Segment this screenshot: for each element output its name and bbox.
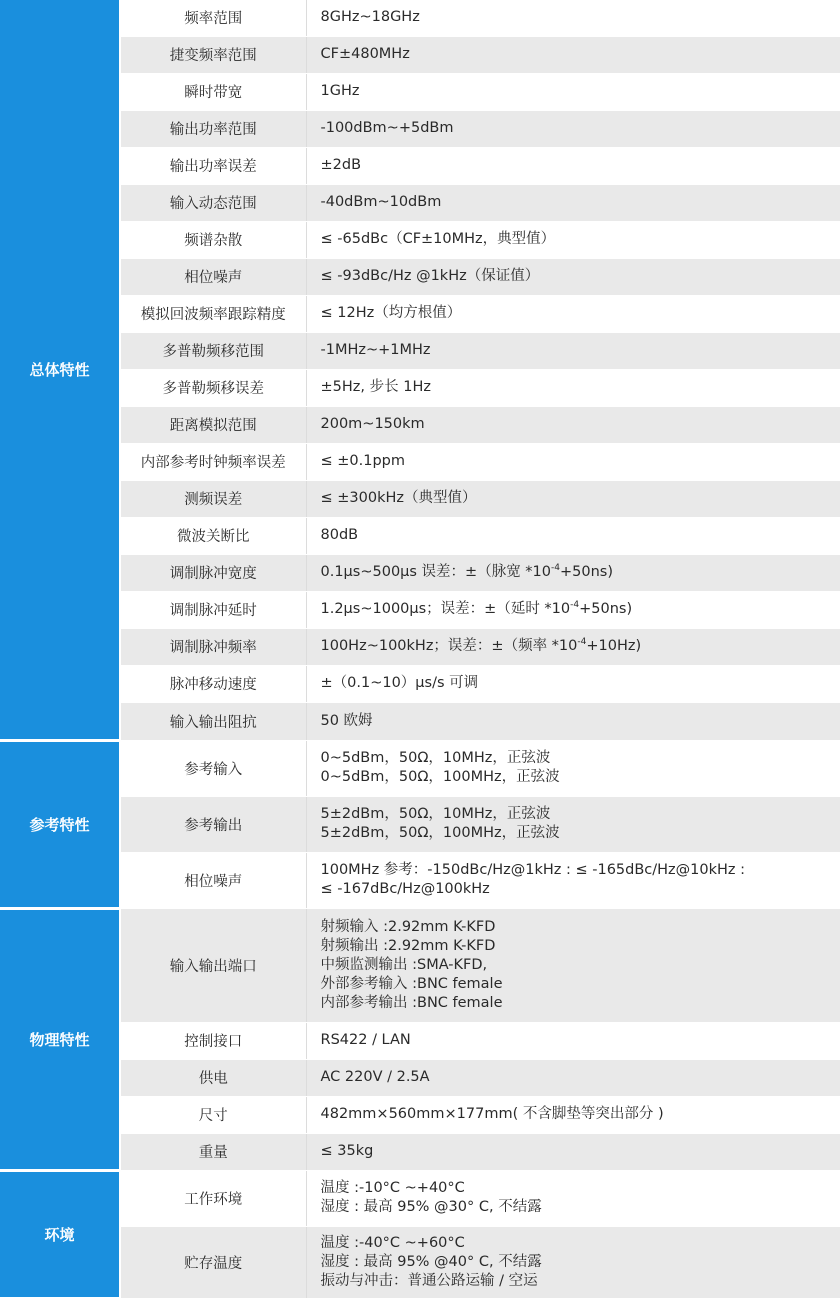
param-value <box>306 1170 840 1226</box>
param-value: 80dB <box>306 517 840 554</box>
param-value: -40dBm~10dBm <box>306 184 840 221</box>
param-name: 模拟回波频率跟踪精度 <box>120 295 306 332</box>
value-line: 温度 :-40°C ~+60°C <box>320 1234 465 1251</box>
param-name: 输出功率误差 <box>120 147 306 184</box>
table-row <box>0 184 840 221</box>
value-line: 温度 :-10°C ~+40°C <box>320 1180 465 1196</box>
table-row <box>0 852 840 908</box>
value-line: 湿度 : 最高 95% @30° C, 不结露 <box>320 1199 542 1215</box>
param-name: 瞬时带宽 <box>120 73 306 110</box>
value-line: ≤ -167dBc/Hz@100kHz <box>320 881 490 897</box>
table-row <box>0 73 840 110</box>
param-name: 频谱杂散 <box>120 221 306 258</box>
param-name: 输出功率范围 <box>120 110 306 147</box>
table-row <box>0 628 840 665</box>
param-name: 频率范围 <box>120 0 306 36</box>
table-row <box>0 740 840 796</box>
param-name: 多普勒频移范围 <box>120 332 306 369</box>
table-row <box>0 517 840 554</box>
value-line: 射频输出 :2.92mm K-KFD <box>320 937 496 954</box>
param-value <box>306 852 840 908</box>
param-name: 参考输入 <box>120 740 306 796</box>
param-value: ≤ -65dBc（CF±10MHz，典型值） <box>306 221 840 258</box>
table-row <box>0 1170 840 1226</box>
param-value: ≤ ±300kHz（典型值） <box>306 480 840 517</box>
param-value: 482mm×560mm×177mm( 不含脚垫等突出部分 ) <box>306 1096 840 1133</box>
table-row <box>0 480 840 517</box>
param-value: RS422 / LAN <box>306 1022 840 1059</box>
param-value: 50 欧姆 <box>306 702 840 740</box>
value-text: 1.2μs~1000μs；误差：±（延时 *10 <box>320 601 571 617</box>
table-row <box>0 1022 840 1059</box>
value-text: 100Hz~100kHz；误差：±（频率 *10 <box>320 638 578 654</box>
param-value: ≤ -93dBc/Hz @1kHz（保证值） <box>306 258 840 295</box>
param-value: ±2dB <box>306 147 840 184</box>
param-name: 工作环境 <box>120 1170 306 1226</box>
table-row <box>0 295 840 332</box>
category-physical: 物理特性 <box>0 908 120 1170</box>
table-row <box>0 369 840 406</box>
param-name: 调制脉冲延时 <box>120 591 306 628</box>
param-value: CF±480MHz <box>306 36 840 73</box>
param-value: 200m~150km <box>306 406 840 443</box>
param-name: 重量 <box>120 1133 306 1170</box>
exponent: -4 <box>570 600 580 610</box>
param-value: ±5Hz, 步长 1Hz <box>306 369 840 406</box>
param-name: 调制脉冲频率 <box>120 628 306 665</box>
value-line: 湿度 : 最高 95% @40° C, 不结露 <box>320 1253 542 1270</box>
exponent: -4 <box>551 563 560 573</box>
param-name: 输入输出阻抗 <box>120 702 306 740</box>
table-row <box>0 1133 840 1170</box>
param-value: ±（0.1~10）μs/s 可调 <box>306 665 840 702</box>
table-row <box>0 147 840 184</box>
table-row <box>0 665 840 702</box>
table-row <box>0 1059 840 1096</box>
value-line: 中频监测输出 :SMA-KFD, <box>320 956 488 973</box>
value-line: 0~5dBm，50Ω，10MHz，正弦波 <box>320 750 551 766</box>
table-row <box>0 110 840 147</box>
param-name: 测频误差 <box>120 480 306 517</box>
exponent: -4 <box>577 637 587 647</box>
table-row <box>0 908 840 1022</box>
table-row <box>0 36 840 73</box>
param-value: -100dBm~+5dBm <box>306 110 840 147</box>
param-name: 输入动态范围 <box>120 184 306 221</box>
category-overall: 总体特性 <box>0 0 120 740</box>
table-row <box>0 443 840 480</box>
table-row <box>0 702 840 740</box>
value-line: 外部参考输入 :BNC female <box>320 975 503 992</box>
param-name: 距离模拟范围 <box>120 406 306 443</box>
param-value: 1GHz <box>306 73 840 110</box>
table-row <box>0 258 840 295</box>
value-line: 0~5dBm，50Ω，100MHz，正弦波 <box>320 769 560 785</box>
table-row <box>0 591 840 628</box>
param-value <box>306 628 840 665</box>
value-line: 内部参考输出 :BNC female <box>320 994 503 1011</box>
param-name: 控制接口 <box>120 1022 306 1059</box>
value-line: 射频输入 :2.92mm K-KFD <box>320 918 496 935</box>
param-value: -1MHz~+1MHz <box>306 332 840 369</box>
table-row <box>0 1226 840 1298</box>
table-row <box>0 796 840 852</box>
param-name: 调制脉冲宽度 <box>120 554 306 591</box>
table-row <box>0 0 840 36</box>
param-value <box>306 1226 840 1298</box>
param-name: 相位噪声 <box>120 258 306 295</box>
param-name: 内部参考时钟频率误差 <box>120 443 306 480</box>
value-line: 5±2dBm，50Ω，100MHz，正弦波 <box>320 825 560 841</box>
category-environment: 环境 <box>0 1170 120 1298</box>
param-value <box>306 740 840 796</box>
param-name: 尺寸 <box>120 1096 306 1133</box>
param-name: 贮存温度 <box>120 1226 306 1298</box>
param-value: ≤ ±0.1ppm <box>306 443 840 480</box>
param-name: 输入输出端口 <box>120 908 306 1022</box>
value-text: 0.1μs~500μs 误差：±（脉宽 *10 <box>320 564 552 580</box>
value-line: 100MHz 参考：-150dBc/Hz@1kHz : ≤ -165dBc/Hz@10kHz : <box>320 862 746 878</box>
param-value: ≤ 12Hz（均方根值） <box>306 295 840 332</box>
param-name: 微波关断比 <box>120 517 306 554</box>
table-row <box>0 332 840 369</box>
table-row <box>0 554 840 591</box>
param-value <box>306 591 840 628</box>
value-text: +50ns) <box>579 601 633 617</box>
value-text: +50ns) <box>560 564 614 580</box>
param-name: 相位噪声 <box>120 852 306 908</box>
param-value <box>306 796 840 852</box>
param-name: 供电 <box>120 1059 306 1096</box>
param-value <box>306 908 840 1022</box>
param-value <box>306 554 840 591</box>
table-row <box>0 221 840 258</box>
value-text: +10Hz) <box>586 638 642 654</box>
param-name: 多普勒频移误差 <box>120 369 306 406</box>
table-row <box>0 1096 840 1133</box>
table-row <box>0 406 840 443</box>
param-value: AC 220V / 2.5A <box>306 1059 840 1096</box>
param-name: 参考输出 <box>120 796 306 852</box>
category-reference: 参考特性 <box>0 740 120 908</box>
value-line: 振动与冲击：普通公路运输 / 空运 <box>320 1272 538 1289</box>
param-name: 捷变频率范围 <box>120 36 306 73</box>
param-value: ≤ 35kg <box>306 1133 840 1170</box>
param-value: 8GHz~18GHz <box>306 0 840 36</box>
value-line: 5±2dBm，50Ω，10MHz，正弦波 <box>320 806 551 822</box>
param-name: 脉冲移动速度 <box>120 665 306 702</box>
